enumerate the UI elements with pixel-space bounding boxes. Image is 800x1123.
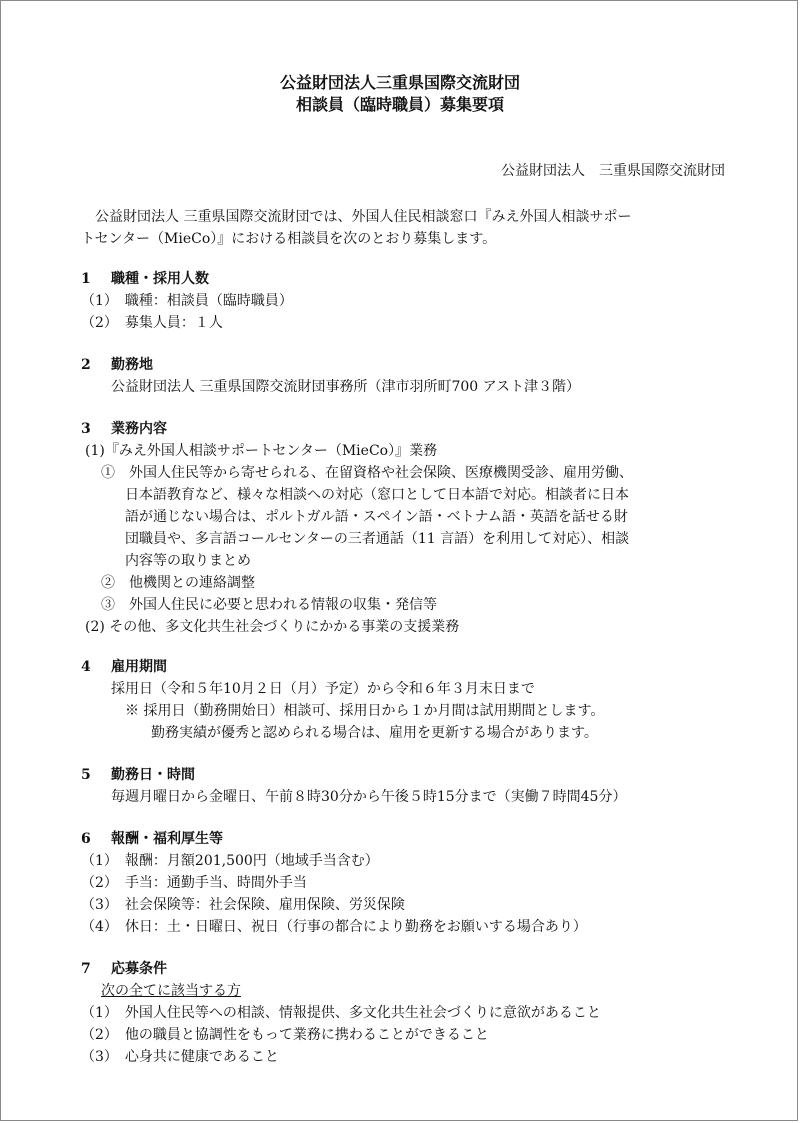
section4-heading	[81, 657, 167, 677]
section3-title: 業務内容	[111, 421, 167, 437]
section3-item1-line3: 語が通じない場合は、ポルトガル語・スペイン語・ベトナム語・英語を話せる財	[125, 509, 628, 525]
section5-text: 毎週月曜日から金曜日、午前８時30分から午後５時15分まで（実働７時間45分）	[111, 789, 627, 805]
section7-item2: （2） 他の職員と協調性をもって業務に携わることができること	[81, 1027, 489, 1043]
section3-sub2: (2) その他、多文化共生社会づくりにかかる事業の支援業務	[85, 619, 460, 635]
section6-number: 6	[81, 831, 91, 847]
section3-item2: ② 他機関との連絡調整	[101, 575, 255, 591]
section2-number: 2	[81, 357, 91, 373]
section3-item3: ③ 外国人住民に必要と思われる情報の収集・発信等	[101, 597, 437, 613]
section3-item1-line4: 団職員や、多言語コールセンターの三者通話（11 言語）を利用して対応）、相談	[125, 531, 630, 547]
section1-heading	[81, 269, 209, 289]
section4-period: 採用日（令和５年10月２日（月）予定）から令和６年３月末日まで	[111, 681, 535, 697]
section3-item1-line2: 日本語教育など、様々な相談への対応（窓口として日本語で対応。相談者に日本	[125, 487, 629, 503]
section5-title: 勤務日・時間	[111, 767, 195, 783]
title-line1: 公益財団法人三重県国際交流財団	[279, 73, 520, 92]
section1-item1: （1） 職種：相談員（臨時職員）	[81, 293, 293, 309]
section1-item2: （2） 募集人員：１人	[81, 315, 223, 331]
section3-item1-line5: 内容等の取りまとめ	[125, 553, 251, 569]
section6-heading	[81, 829, 223, 849]
organization-name: 公益財団法人 三重県国際交流財団	[501, 163, 725, 179]
section3-sub1: (1)『みえ外国人相談サポートセンター（MieCo）』業務	[85, 443, 438, 459]
section6-item4: （4） 休日：土・日曜日、祝日（行事の都合により勤務をお願いする場合あり）	[81, 919, 587, 935]
title-line2: 相談員（臨時職員）募集要項	[295, 95, 504, 114]
section7-item3: （3） 心身共に健康であること	[81, 1049, 279, 1065]
section6-title: 報酬・福利厚生等	[111, 831, 223, 847]
section1-number: 1	[81, 271, 91, 287]
section7-lead: 次の全てに該当する方	[101, 983, 241, 999]
section7-item1: （1） 外国人住民等への相談、情報提供、多文化共生社会づくりに意欲があること	[81, 1005, 601, 1021]
section4-note1: ※ 採用日（勤務開始日）相談可、採用日から１か月間は試用期間とします。	[125, 703, 605, 719]
section2-title: 勤務地	[111, 357, 153, 373]
section3-heading	[81, 419, 167, 439]
section5-number: 5	[81, 767, 91, 783]
section4-number: 4	[81, 659, 91, 675]
section2-heading	[81, 355, 153, 375]
section6-item1: （1） 報酬：月額201,500円（地域手当含む）	[81, 853, 379, 869]
section7-number: 7	[81, 961, 91, 977]
section3-number: 3	[81, 421, 91, 437]
section6-item2: （2） 手当：通勤手当、時間外手当	[81, 875, 307, 891]
section4-note2: 勤務実績が優秀と認められる場合は、雇用を更新する場合があります。	[151, 725, 598, 741]
section6-item3: （3） 社会保険等：社会保険、雇用保険、労災保険	[81, 897, 405, 913]
section2-text: 公益財団法人 三重県国際交流財団事務所（津市羽所町700 アスト津３階）	[111, 379, 581, 395]
section1-title: 職種・採用人数	[111, 271, 209, 287]
section4-title: 雇用期間	[111, 659, 167, 675]
section7-title: 応募条件	[111, 961, 167, 977]
intro-line1: 公益財団法人 三重県国際交流財団では、外国人住民相談窓口『みえ外国人相談サポー	[95, 209, 632, 225]
section5-heading	[81, 765, 195, 785]
intro-line2: トセンター（MieCo）』における相談員を次のとおり募集します。	[81, 231, 497, 247]
section3-item1-line1: ① 外国人住民等から寄せられる、在留資格や社会保険、医療機関受診、雇用労働、	[101, 465, 633, 481]
section7-heading	[81, 959, 167, 979]
